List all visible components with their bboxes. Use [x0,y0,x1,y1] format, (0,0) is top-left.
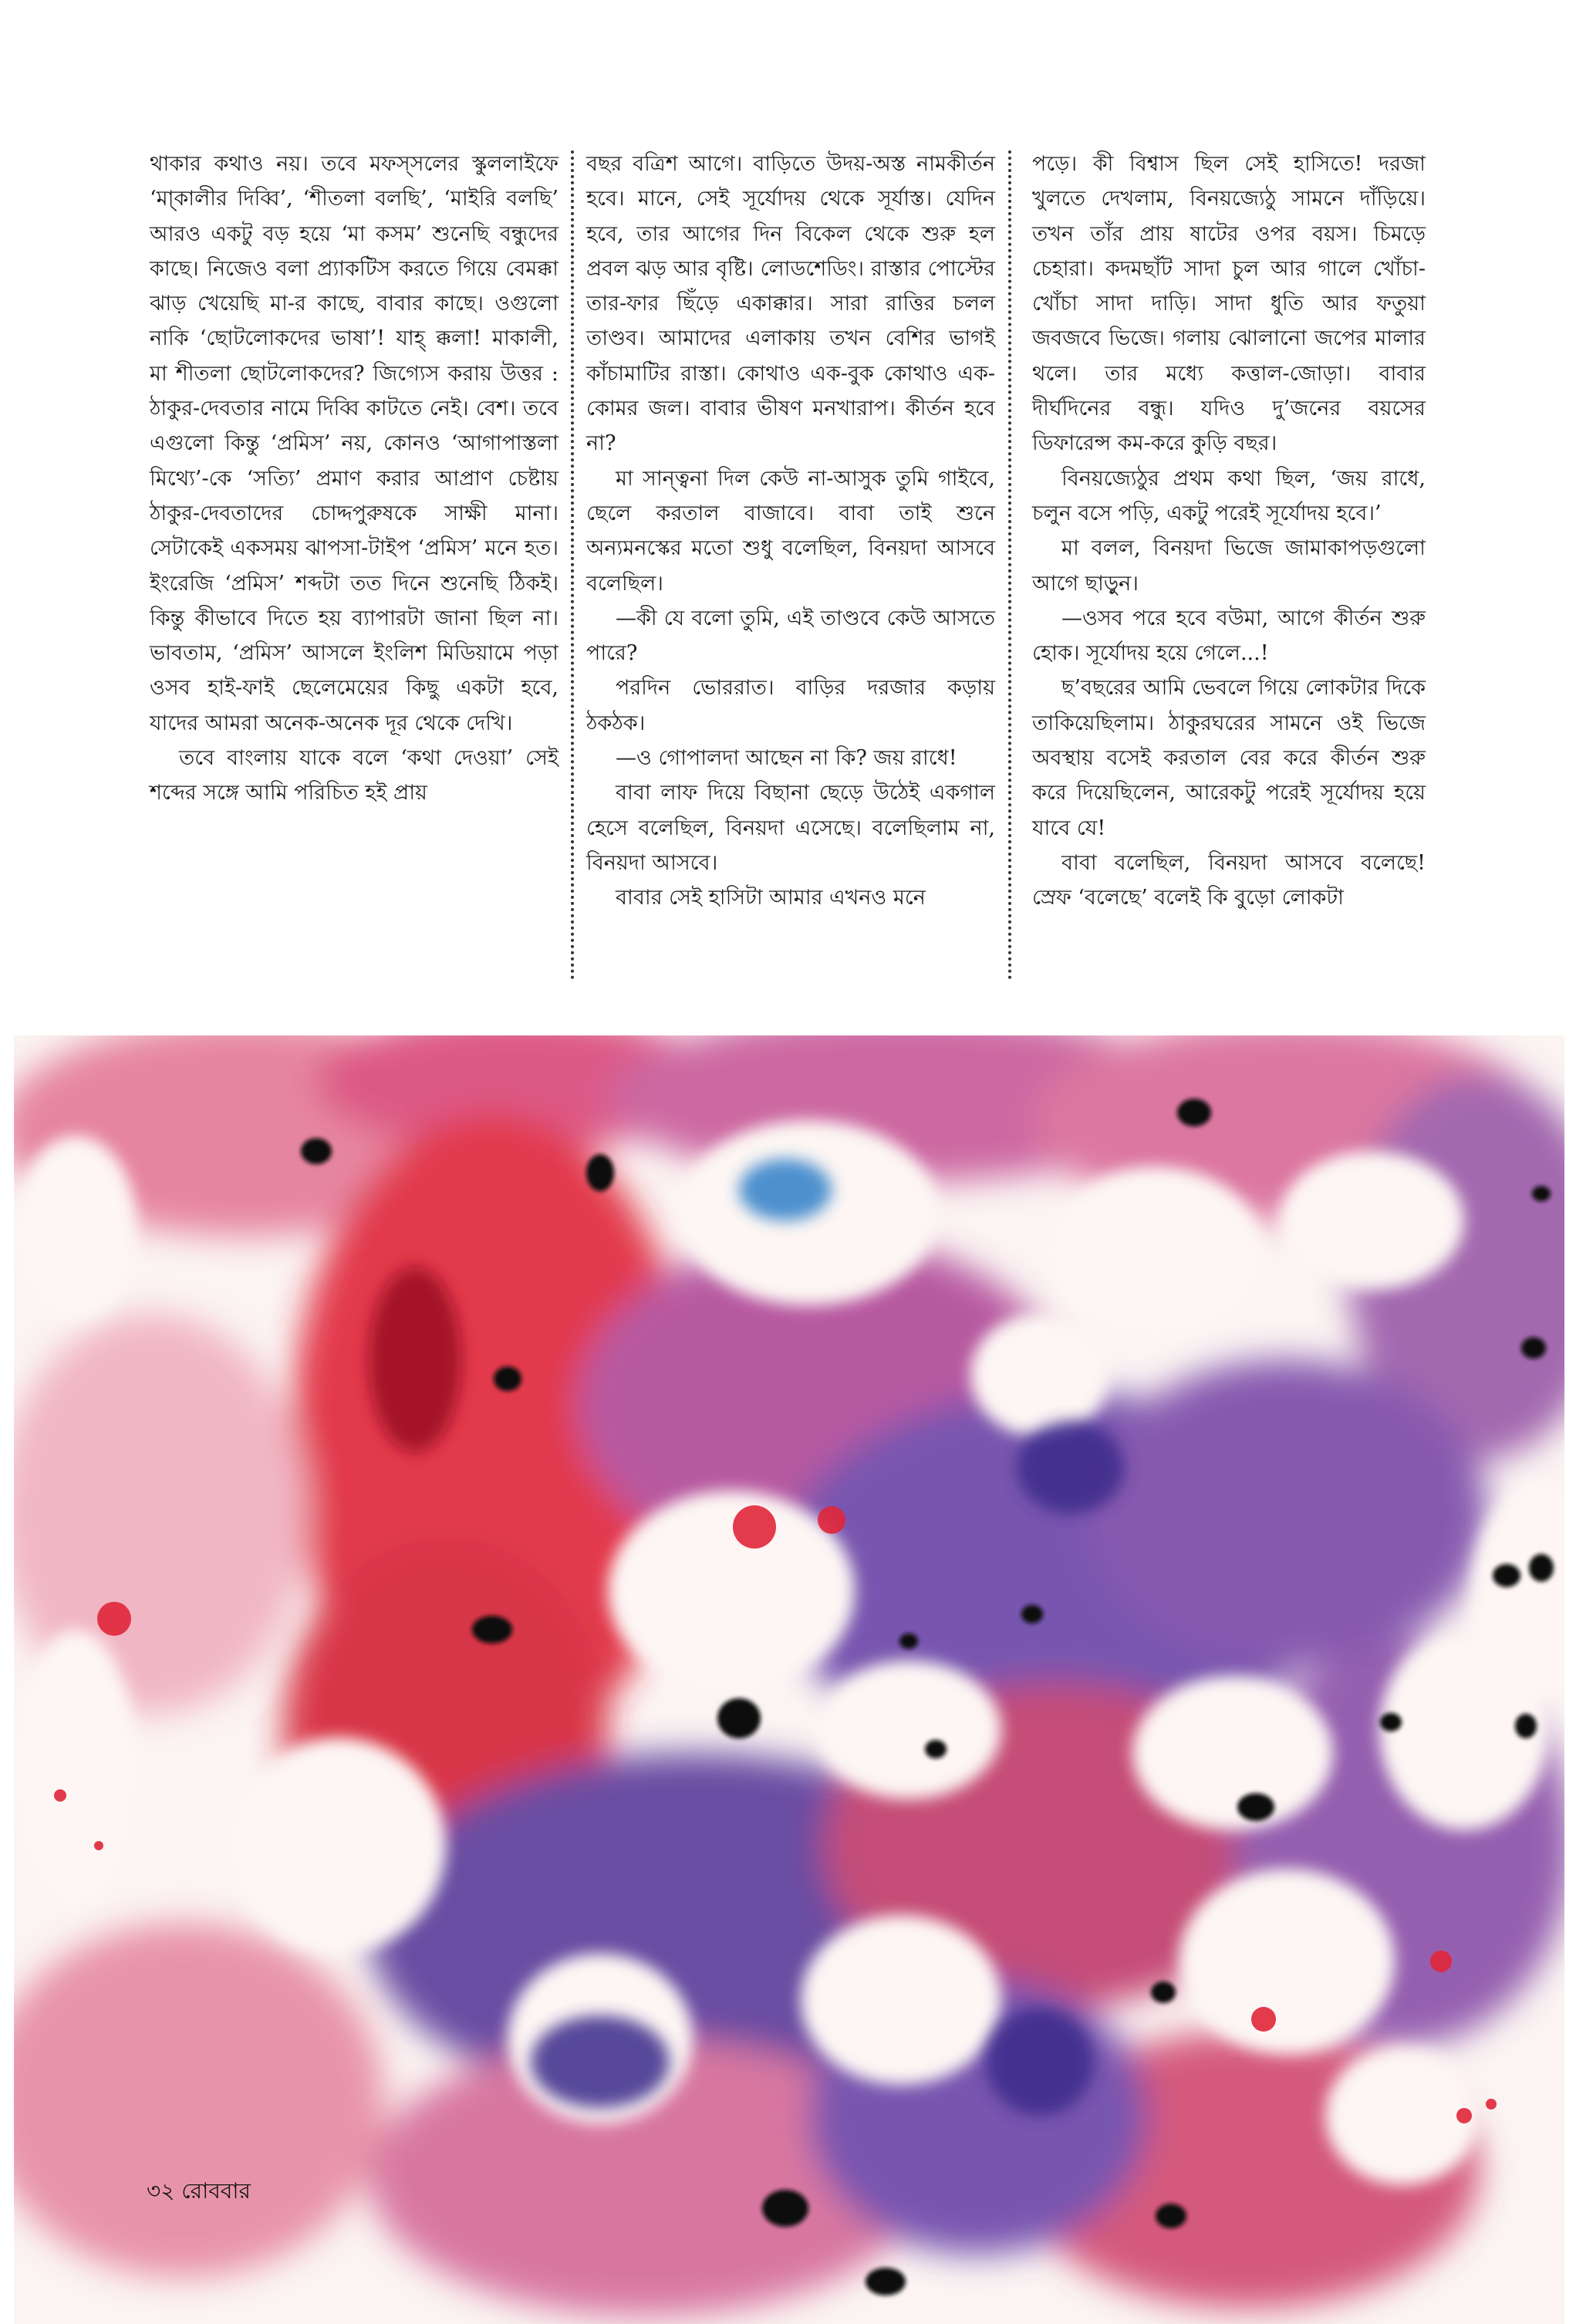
text-column-1 [150,147,559,811]
paragraph: ছ’বছরের আমি ভেবলে গিয়ে লোকটার দিকে তাকিয়েছিলাম। ঠাকুরঘরের সামনে ওই ভিজে অবস্থায় বসেই করতাল বের করে কীর্তন শুরু করে দিয়েছিলেন, আরেকটু পরেই সূর্যোদয় হয়ে যাবে যে! [1032,676,1426,840]
paragraph: বাবার সেই হাসিটা আমার এখনও মনে [616,886,926,910]
page-folio: ৩২ রোববার [147,2178,251,2204]
paragraph: —ওসব পরে হবে বউমা, আগে কীর্তন শুরু হোক। সূর্যোদয় হয়ে গেলে...! [1032,606,1426,666]
paragraph: —ও গোপালদা আছেন না কি? জয় রাধে! [616,746,957,771]
text-column-3 [1032,147,1426,916]
paragraph: থাকার কথাও নয়। তবে মফস্‌সলের স্কুললাইফে ‘মা্কালীর দিব্বি’, ‘শীতলা বলছি’, ‘মাইরি বলছি’ আরও একটু বড় হয়ে ‘মা কসম’ শুনেছি বন্ধুদের কাছে। নিজেও বলা প্র্যাকটিস করতে গিয়ে বেমক্কা ঝাড় খেয়েছি মা-র কাছে, বাবার কাছে। ওগুলো নাকি ‘ছোটলোকদের ভাষা’! যাহ্‌ ক্কলা! মাকালী, মা শীতলা ছোটলোকদের? জিগ্যেস করায় উত্তর : ঠাকুর-দেবতার নামে দিব্বি কাটতে নেই। বেশ। তবে এগুলো কিন্তু ‘প্রমিস’ নয়, কোনও ‘আগাপাস্তলা মিথ্যে’-কে ‘সত্যি’ প্রমাণ করার আপ্রাণ চেষ্টায় ঠাকুর-দেবতাদের চোদ্দপুরুষকে সাক্ষী মানা। সেটাকেই একসময় ঝাপসা-টাইপ ‘প্রমিস’ মনে হত। ইংরেজি ‘প্রমিস’ শব্দটা তত দিনে শুনেছি ঠিকই। কিন্তু কীভাবে দিতে হয় ব্যাপারটা জানা ছিল না। ভাবতাম, ‘প্রমিস’ আসলে ইংলিশ মিডিয়ামে পড়া ওসব হাই-ফাই ছেলেমেয়ের কিছু একটা হবে, যাদের আমরা অনেক-অনেক দূর থেকে দেখি। [150,152,559,735]
paragraph: তবে বাংলায় যাকে বলে ‘কথা দেওয়া’ সেই শব্দের সঙ্গে আমি পরিচিত হই প্রায় [150,746,559,806]
paragraph: বছর বত্রিশ আগে। বাড়িতে উদয়-অস্ত নামকীর্তন হবে। মানে, সেই সূর্যোদয় থেকে সূর্যাস্ত। যেদিন হবে, তার আগের দিন বিকেল থেকে শুরু হল প্রবল ঝড় আর বৃষ্টি। লোডশেডিং। রাস্তার পোস্টের তার-ফার ছিঁড়ে একাক্কার। সারা রাত্তির চলল তাণ্ডব। আমাদের এলাকায় তখন বেশির ভাগই কাঁচামাটির রাস্তা। কোথাও এক-বুক কোথাও এক-কোমর জল। বাবার ভীষণ মনখারাপ। কীর্তন হবে না? [586,152,995,456]
paragraph: বিনয়জ্যেঠুর প্রথম কথা ছিল, ‘জয় রাধে, চলুন বসে পড়ি, একটু পরেই সূর্যোদয় হবে।’ [1032,466,1426,525]
column-divider-1 [571,150,574,980]
paragraph: পড়ে। কী বিশ্বাস ছিল সেই হাসিতে! দরজা খুলতে দেখলাম, বিনয়জ্যেঠু সামনে দাঁড়িয়ে। তখন তাঁর প্রায় ষাটের ওপর বয়স। চিমড়ে চেহারা। কদমছাঁট সাদা চুল আর গালে খোঁচা-খোঁচা সাদা দাড়ি। সাদা ধুতি আর ফতুয়া জবজবে ভিজে। গলায় ঝোলানো জপের মালার থলে। তার মধ্যে কত্তাল-জোড়া। বাবার দীর্ঘদিনের বন্ধু। যদিও দু’জনের বয়সের ডিফারেন্স কম-করে কুড়ি বছর। [1032,152,1426,456]
paragraph: বাবা লাফ দিয়ে বিছানা ছেড়ে উঠেই একগাল হেসে বলেছিল, বিনয়দা এসেছে। বলেছিলাম না, বিনয়দা আসবে। [586,781,995,875]
paragraph: মা সান্ত্বনা দিল কেউ না-আসুক তুমি গাইবে, ছেলে করতাল বাজাবে। বাবা তাই শুনে অন্যমনস্কের মতো শুধু বলেছিল, বিনয়দা আসবে বলেছিল। [586,466,995,596]
paragraph: বাবা বলেছিল, বিনয়দা আসবে বলেছে! স্রেফ ‘বলেছে’ বলেই কি বুড়ো লোকটা [1032,850,1426,910]
text-column-2 [586,147,995,916]
paragraph: —কী যে বলো তুমি, এই তাণ্ডবে কেউ আসতে পারে? [586,606,995,666]
paragraph: পরদিন ভোররাত। বাড়ির দরজার কড়ায় ঠকঠক। [586,676,995,735]
watercolor-illustration [14,1035,1564,2324]
paragraph: মা বলল, বিনয়দা ভিজে জামাকাপড়গুলো আগে ছাড়ুন। [1032,536,1426,596]
column-divider-2 [1008,150,1011,980]
